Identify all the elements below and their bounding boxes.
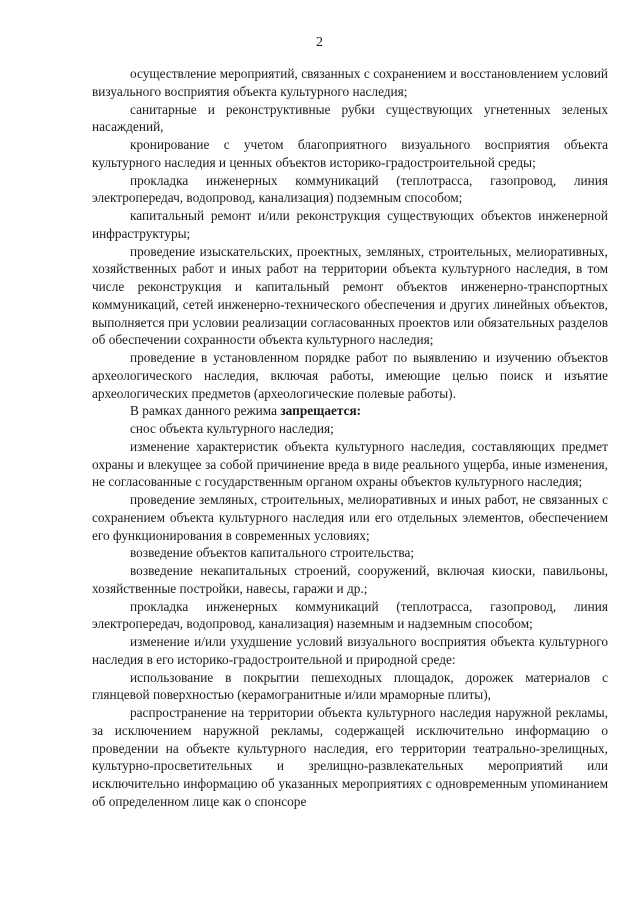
paragraph: распространение на территории объекта культурного наследия наружной рекламы, за исключением наружной рекламы, содержащей исключительно информацию о проведении на объекте культурного наследия, его территории театрально-зрелищных, культурно-просветительных и зрелищно-развлекательных мероприятий или исключительно информацию об указанных мероприятиях с одновременным упоминанием об определенном лице как о спонсоре [92,705,608,809]
paragraph: возведение некапитальных строений, сооружений, включая киоски, павильоны, хозяйственные постройки, навесы, гаражи и др.; [92,563,608,596]
document-body [92,65,608,811]
paragraph: осуществление мероприятий, связанных с сохранением и восстановлением условий визуального восприятия объекта культурного наследия; [92,66,608,99]
paragraph: изменение и/или ухудшение условий визуального восприятия объекта культурного наследия в его историко-градостроительной и природной среде: [92,634,608,667]
prohibited-heading [92,402,608,420]
paragraph: проведение в установленном порядке работ по выявлению и изучению объектов археологического наследия, включая работы, имеющие целью поиск и изъятие археологических предметов (археологические полевые работы). [92,350,608,401]
paragraph: капитальный ремонт и/или реконструкция существующих объектов инженерной инфраструктуры; [92,208,608,241]
paragraph: кронирование с учетом благоприятного визуального восприятия объекта культурного наследия и ценных объектов историко-градостроительной среды; [92,137,608,170]
paragraph: прокладка инженерных коммуникаций (теплотрасса, газопровод, линия электропередач, водопровод, канализация) подземным способом; [92,172,608,206]
paragraph: изменение характеристик объекта культурного наследия, составляющих предмет охраны и влекущее за собой причинение вреда в виде реального ущерба, иные изменения, не согласованные с государственным органом охраны объектов культурного наследия; [92,438,608,490]
prohibited-heading-emphasis: запрещается: [280,403,362,419]
paragraph: санитарные и реконструктивные рубки существующих угнетенных зеленых насаждений, [92,101,608,135]
paragraph: возведение объектов капитального строительства; [130,545,415,561]
paragraph: снос объекта культурного наследия; [130,421,334,436]
paragraph: проведение изыскательских, проектных, земляных, строительных, мелиоративных, хозяйственных работ и иных работ на территории объекта культурного наследия, в том числе реконструкция и капитальный ремонт объектов инженерно-транспортных коммуникаций, сетей инженерно-технического обеспечения и других линейных объектов, выполняется при условии реализации согласованных проектов или обязательных разделов об обеспечении сохранности объекта культурного наследия; [92,243,608,348]
paragraph: использование в покрытии пешеходных площадок, дорожек материалов с глянцевой поверхностью (керамогранитные и/или мраморные плиты), [92,669,608,703]
prohibited-heading-lead: В рамках данного режима [130,403,281,419]
paragraph: прокладка инженерных коммуникаций (теплотрасса, газопровод, линия электропередач, водопровод, канализация) наземным и надземным способом; [92,598,608,632]
page-number: 2 [316,35,323,50]
paragraph: проведение земляных, строительных, мелиоративных и иных работ, не связанных с сохранением объекта культурного наследия или его отдельных элементов, обеспечением его функционирования в современных условиях; [92,492,608,543]
